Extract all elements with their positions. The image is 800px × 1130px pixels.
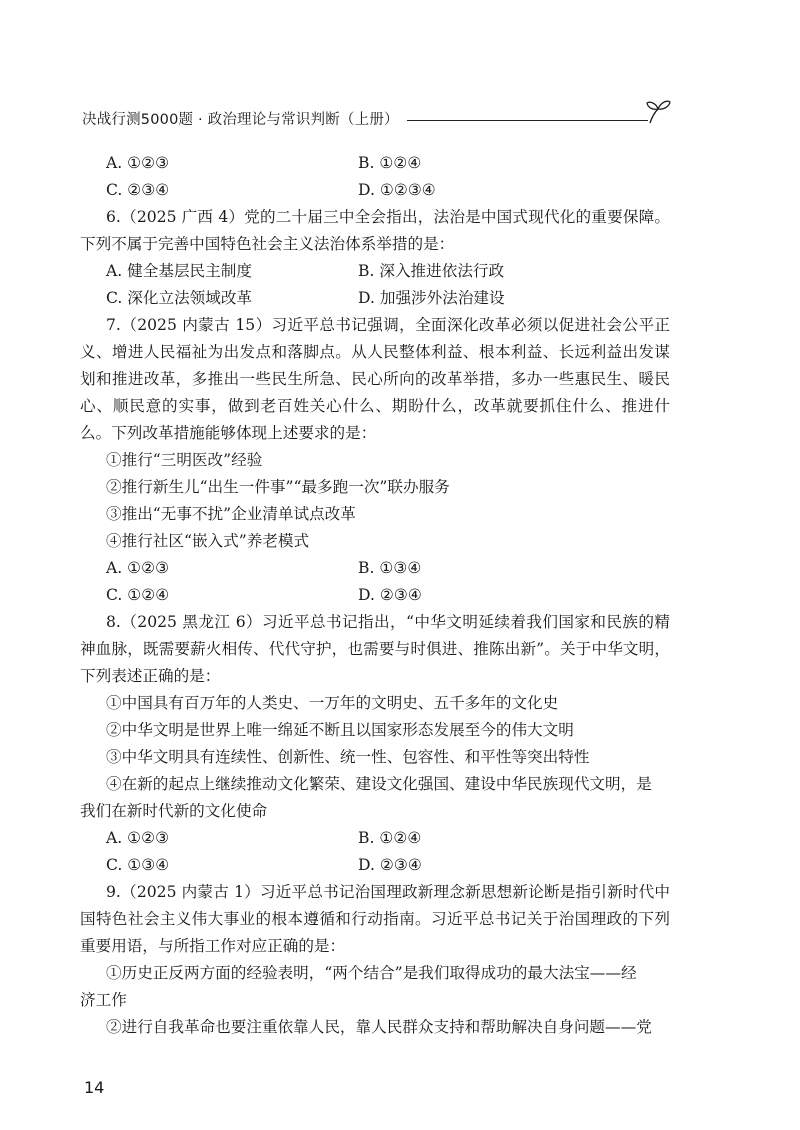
q8-item-4-line-1: ④在新的起点上继续推动文化繁荣、建设文化强国、建设中华民族现代文明，是 [106,775,652,793]
q7-item-3: ③推出“无事不扰”企业清单试点改革 [106,505,356,523]
q5-options-row-1 [80,150,670,177]
q6-option-c: C. 深化立法领域改革 [106,289,253,307]
page-number: 14 [84,1078,105,1097]
running-header [82,103,672,133]
sprout-icon [644,97,672,125]
q8-options-row-2 [80,852,670,879]
q5-option-c: C. ②③④ [106,181,170,199]
q5-options-row-2 [80,177,670,204]
page-content [80,150,670,1041]
q8-item-4-line-2: 我们在新时代新的文化使命 [80,802,268,820]
q8-options-row-1 [80,825,670,852]
q8-item-1: ①中国具有百万年的人类史、一万年的文明史、五千多年的文化史 [106,694,559,712]
q5-option-d: D. ①②③④ [358,181,436,199]
q7-options-row-2 [80,582,670,609]
q7-item-2: ②推行新生儿“出生一件事”“最多跑一次”联办服务 [106,478,450,496]
q8-item-4 [80,771,670,798]
q7-stem: 7.（2025 内蒙古 15）习近平总书记强调，全面深化改革必须以促进社会公平正义、增进人民福祉为出发点和落脚点。从人民整体利益、根本利益、长远利益出发谋划和推进改革，多推出一些民生所急、民心所向的改革举措，多办一些惠民生、暖民心、顺民意的实事，做到老百姓关心什么、期盼什么，改革就要抓住什么、推进什么。下列改革措施能够体现上述要求的是： [80,316,670,442]
q6-options-row-2 [80,285,670,312]
q9-item-2: ②进行自我革命也要注重依靠人民，靠人民群众支持和帮助解决自身问题——党 [106,1018,652,1036]
q6-options-row-1 [80,258,670,285]
q9-item-1-line-2: 济工作 [80,991,127,1009]
q8-option-d: D. ②③④ [358,856,422,874]
q7-option-b: B. ①③④ [358,559,422,577]
q5-option-b: B. ①②④ [358,154,422,172]
q6-option-a: A. 健全基层民主制度 [106,262,252,280]
header-title: 决战行测5000题 · 政治理论与常识判断（上册） [82,111,399,128]
q8-option-c: C. ①③④ [106,856,170,874]
q7-option-d: D. ②③④ [358,586,422,604]
q7-item-1: ①推行“三明医改”经验 [106,451,263,469]
q8-option-a: A. ①②③ [106,829,170,847]
q5-option-a: A. ①②③ [106,154,170,172]
q7-options-row-1 [80,555,670,582]
q7-option-c: C. ①②④ [106,586,170,604]
q8-item-3: ③中华文明具有连续性、创新性、统一性、包容性、和平性等突出特性 [106,748,590,766]
q9-item-1-line-1: ①历史正反两方面的经验表明，“两个结合”是我们取得成功的最大法宝——经 [106,964,637,982]
q6-option-d: D. 加强涉外法治建设 [358,289,505,307]
q7-option-a: A. ①②③ [106,559,170,577]
q6-option-b: B. 深入推进依法行政 [358,262,505,280]
q8-stem: 8.（2025 黑龙江 6）习近平总书记指出，“中华文明延续着我们国家和民族的精神血脉，既需要薪火相传、代代守护，也需要与时俱进、推陈出新”。关于中华文明，下列表述正确的是： [80,613,670,685]
q7-item-4: ④推行社区“嵌入式”养老模式 [106,532,310,550]
q9-stem: 9.（2025 内蒙古 1）习近平总书记治国理政新理念新思想新论断是指引新时代中国特色社会主义伟大事业的根本遵循和行动指南。习近平总书记关于治国理政的下列重要用语，与所指工作对应正确的是： [80,883,670,955]
header-rule [407,120,648,121]
q6-stem: 6.（2025 广西 4）党的二十届三中全会指出，法治是中国式现代化的重要保障。下列不属于完善中国特色社会主义法治体系举措的是： [80,208,670,253]
q8-item-2: ②中华文明是世界上唯一绵延不断且以国家形态发展至今的伟大文明 [106,721,574,739]
q8-option-b: B. ①②④ [358,829,422,847]
